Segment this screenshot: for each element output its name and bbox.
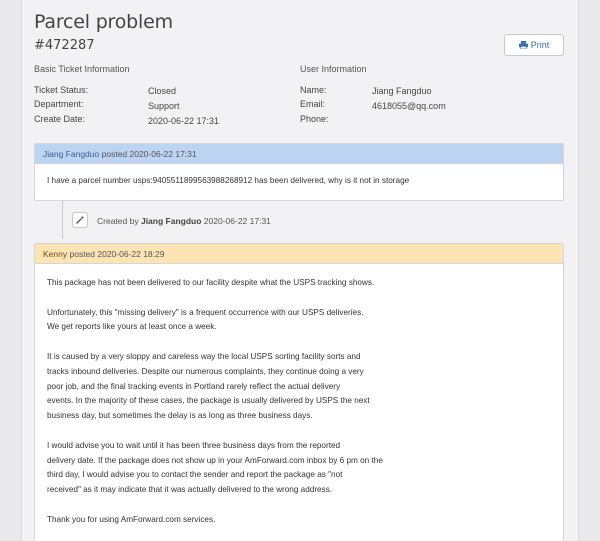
name-label: Name: (300, 85, 327, 95)
message-card (34, 243, 564, 541)
message-line: We get reports like yours at least once a week. (47, 322, 217, 332)
message-line: poor job, and the final tracking events in Portland rarely reflect the actual delivery (47, 381, 341, 391)
message-author: Kenny (43, 249, 68, 259)
message-header (35, 244, 563, 264)
message-line: received" as it may indicate that it was actually delivered to the wrong address. (47, 485, 333, 495)
message-line: I have a parcel number usps:9405511899563988268912 has been delivered, why is it not in storage (47, 176, 410, 185)
email-value: 4618055@qq.com (372, 101, 446, 111)
message-posted: posted 2020-06-22 18:29 (69, 249, 165, 259)
message-header (35, 144, 563, 164)
ticket-page (21, 0, 579, 541)
create-date-value: 2020-06-22 17:31 (148, 116, 220, 126)
message-line: Thank you for using AmForward.com services. (47, 514, 216, 524)
timeline-author: Jiang Fangduo (140, 216, 202, 226)
create-date-label: Create Date: (34, 114, 86, 124)
message-line: delivery date. If the package does not show up in your AmForward.com inbox by 6 pm on the (47, 455, 383, 465)
print-label: Print (530, 40, 550, 50)
department-label: Department: (34, 99, 84, 109)
email-label: Email: (300, 99, 326, 109)
printer-icon (519, 41, 528, 49)
message-line: tracks inbound deliveries. Despite our numerous complaints, they continue doing a very (47, 366, 364, 376)
message-line: third day, I would advise you to contact the sender and report the package as "not (47, 470, 343, 480)
message-body (35, 264, 563, 528)
status-label: Ticket Status: (34, 85, 89, 95)
message-posted: posted 2020-06-22 17:31 (101, 149, 197, 159)
timeline-prefix: Created by (97, 216, 139, 226)
print-button[interactable] (504, 34, 564, 56)
message-body (35, 164, 563, 189)
name-value: Jiang Fangduo (372, 86, 432, 96)
page-title: Parcel problem (34, 11, 173, 33)
user-info-heading: User Information (300, 64, 367, 74)
message-line: business day, but sometimes the delay is as long as three business days. (47, 411, 313, 421)
department-value: Support (148, 101, 180, 111)
ticket-id: #472287 (34, 38, 95, 53)
basic-info-heading: Basic Ticket Information (34, 64, 130, 74)
message-line: events. In the majority of these cases, the package is usually delivered by USPS the next (47, 396, 370, 406)
timeline-line (62, 201, 63, 239)
message-line: It is caused by a very sloppy and careless way the local USPS sorting facility sorts and (47, 351, 361, 361)
wand-icon (72, 212, 88, 228)
message-author: Jiang Fangduo (43, 149, 100, 159)
timeline-date: 2020-06-22 17:31 (203, 216, 271, 226)
message-card (34, 143, 564, 201)
message-line: Unfortunately, this "missing delivery" is a frequent occurrence with our USPS deliveries. (47, 307, 364, 317)
timeline-entry (97, 216, 271, 226)
message-line: I would advise you to wait until it has been three business days from the reported (47, 440, 341, 450)
phone-label: Phone: (300, 114, 329, 124)
status-value: Closed (148, 86, 177, 96)
message-line: This package has not been delivered to our facility despite what the USPS tracking shows. (47, 278, 375, 287)
